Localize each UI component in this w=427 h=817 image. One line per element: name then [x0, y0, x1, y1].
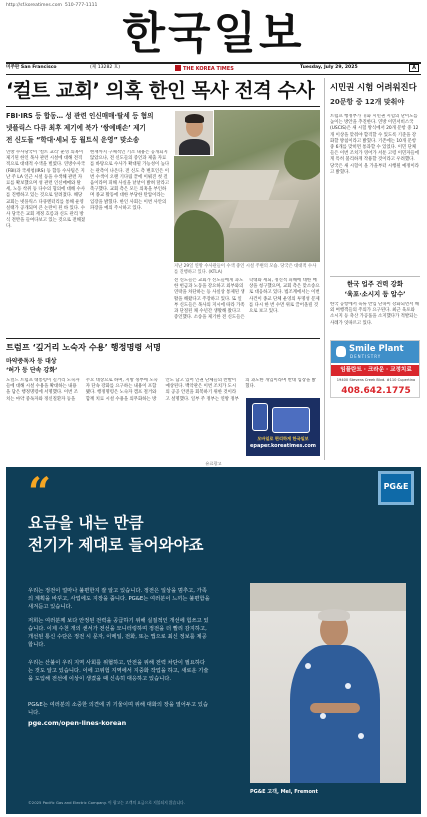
trump-story-sub2: ‘허가 등 단속 강화’ [6, 367, 58, 374]
pge-ad[interactable] [6, 467, 421, 814]
lead-subhead: FBI·IRS 등 합동… 성 관련 인신매매·탈세 등 혐의 넷플릭스 다큐 최후 제기에 북가 ‘쌍예배손’ 제기 전 신도들 “학대·세뇌 등 월트식 운영” 맞소송 [6, 112, 154, 144]
sidebar-story2-title[interactable]: 한국 업주 건력 강화 [346, 280, 404, 288]
sidebar-story1-body: 트럼프 행정부가 귀화 시민권 시험의 난이도를 높이는 방안을 추진한다. 연방 이민서비스국(USCIS)은 새 시험 방식에서 20개 문항 중 12개 이상을 맞춰야 합격할 수 있도록 기준을 강화할 방침이라고 밝혔다. 기존에는 10개 문항 중 6개를 맞히면 통과할 수 있었다. 이민 단체들은 이번 조치가 영어가 서툰 고령 이민자들에게 특히 불리하게 작용할 것이라고 우려했다. 당국은 새 시험이 올 가을부터 시행될 예정이라고 밝혔다. [330, 114, 419, 175]
quote-mark-icon: “ [28, 469, 52, 516]
masthead-title: 한국일보 [122, 8, 305, 59]
pge-photo-caption: PG&E 고객, Mel, Fremont [250, 789, 318, 795]
epaper-url[interactable]: epaper.koreatimes.com [249, 443, 316, 449]
site-url[interactable]: http://sf.koreatimes.com 510-777-1111 [6, 3, 98, 8]
lead-photo-caption: 지난 29일 연방 수사관들이 수색 중인 시설 주변의 모습. 당국은 대대적 수사를 진행하고 있다. (KTLA) [174, 264, 317, 275]
lead-body-left: 연방 수사당국이 '컬트 교리' 운영 의혹이 제기된 한인 목사 관련 시설에 대해 전격적으로 대대적 수색을 벌였다. 연방수사국(FBI)과 국세청(IRS) 등 합동 수사팀은 지난 주 LA 인근 시설 등을 수색해 관련 자료를 확보했으며 성 관련 인신매매와 탈세, 노동 착취 등 다수의 혐의에 대해 수사를 진행하고 있는 것으로 알려졌다. 해당 교회는 넷플릭스 다큐멘터리를 통해 운영 실태가 공개되며 큰 논란이 된 바 있다. 수사 당국은 교회 재정 흐름과 신도 관리 방식 전반을 들여다보고 있는 것으로 전해졌다. [6, 150, 86, 230]
tree-cluster [174, 210, 224, 262]
tooth-icon [336, 346, 346, 357]
pge-customer-photo [250, 583, 406, 783]
lead-headline[interactable]: ‘컬트 교회’ 의혹 한인 목사 전격 수사 [6, 79, 315, 102]
sidebar-story2-subtitle: ‘육포·소시지 등 압수’ [344, 290, 406, 298]
trump-story-body: 도널드 트럼프 대통령이 길거리 노숙자들에 대해 시설 수용을 확대하는 내용을 담은 행정명령에 서명했다. 이번 조치는 마약 중독자와 정신질환자 등을 주요 대상으로 하며, 지방 정부에 노숙자 단속 강화를 요구하는 내용이 포함됐다. 행정명령은 노숙자 캠프 철거와 함께 치료 시설 수용을 의무화하는 방안도 담고 있어 인권 단체들의 반발이 예상된다. 백악관은 이번 조치가 도시의 공공 안전을 회복하기 위한 것이라고 설명했다. 일부 주 정부는 연방 정부의 과도한 개입이라며 반대 입장을 밝혔다. [6, 378, 316, 402]
brand-label: THE KOREA TIMES [175, 65, 234, 72]
issue-number: (제 13282 호) [90, 65, 120, 70]
dental-phone[interactable]: 408.642.1775 [341, 386, 411, 396]
phone-icon [252, 403, 268, 431]
pge-para-2: 저희는 여러분께 보다 안정된 전력을 공급하기 위해 실질적인 개선에 힘쓰고 있습니다. 이제 수천 개의 센서가 전선을 모니터링하며 정전을 더 빨리 감지하고, 개선된 통신 수단은 정전 시 문자, 이메일, 전화, 또는 앱으로 최신 정보를 제공합니다. [28, 618, 209, 648]
lead-body-mid: 현재까지 구체적인 기소 내용은 공개되지 않았으나, 전 신도들의 증언과 제출 자료를 바탕으로 수사가 확대될 가능성이 높다는 관측이 나온다. 전 신도 측 변호인은 이번 수색이 오랜 기다림 끝에 이뤄진 첫 걸음이라며 피해 사실을 낱낱이 밝혀 달라고 촉구했다. 교회 측은 모든 의혹을 부인하며 종교 활동에 대한 부당한 탄압이라는 입장을 밝혔다. 한인 사회는 이번 사안의 파장을 예의 주시하고 있다. [90, 150, 170, 211]
pge-footer: ©2025 Pacific Gas and Electric Company. 이 광고는 고객의 요금으로 지불되지 않습니다. [28, 800, 185, 805]
dental-address: 19400 Stevens Creek Blvd. #110 Cupertino [336, 378, 416, 382]
dental-brand-name: Smile Plant [349, 344, 404, 354]
pastor-portrait [174, 110, 214, 156]
lead-body-under: 전 신도들은 교회가 신도들에게 과도한 헌금과 노동을 강요하고 외부와의 연락을 차단하는 등 사실상 통제된 생활을 해왔다고 주장하고 있다. 또 일부 신도들은 목사의 지시에 따라 가족과 단절된 채 수년간 생활해 왔다고 증언했다. 소송을 제기한 전 신도들은 학대와 세뇌, 정신적 피해에 대한 배상을 청구했으며, 교회 측은 맞소송으로 대응하고 있다. 법조계에서는 이번 사건이 종교 단체 운영의 투명성 문제를 다시 한 번 수면 위로 끌어올릴 것으로 보고 있다. [174, 278, 320, 321]
building-roof [199, 170, 280, 200]
dental-ad[interactable] [330, 340, 420, 398]
trump-story-sub1: 마약중독자 등 대상 [6, 358, 57, 365]
dental-services: 임플란트 · 크라운 · 교정치료 [331, 365, 420, 376]
sidebar-story1-title[interactable]: 시민권 시험 어려워진다 [330, 82, 417, 92]
brand-icon [175, 65, 181, 71]
section-badge: A [409, 64, 419, 72]
issue-date: Tuesday, July 29, 2025 [300, 65, 358, 70]
ad-marker: 유료광고 [205, 461, 222, 466]
dental-brand-subtitle: DENTISTRY [350, 354, 382, 359]
tree-cluster [284, 140, 320, 180]
pge-para-1: 우리는 정전이 얼마나 불편한지 잘 알고 있습니다. 정전은 일상을 멈추고, 가족의 계획을 바꾸고, 사업에도 지장을 줍니다. PG&E는 여러분이 느끼는 불편함을 새겨듣고 있습니다. [28, 588, 210, 610]
sidebar-story1-subtitle: 20문항 중 12개 맞춰야 [330, 98, 405, 106]
building-roof [229, 200, 299, 228]
epaper-promo[interactable] [246, 398, 320, 456]
phone-number: 510-777-1111 [64, 3, 98, 8]
tablet-icon [272, 407, 310, 433]
pge-para-4: PG&E는 여러분의 소중한 의견에 귀 기울이며 위해 대화의 장을 열어두고 있습니다. [28, 702, 209, 716]
edition-label: 미주판 San Francisco [6, 65, 57, 70]
pge-logo[interactable] [378, 471, 414, 505]
epaper-label: 모바일로 편리하게 한국일보 [257, 436, 309, 441]
pge-headline-line1: 요금을 내는 만큼 [28, 514, 144, 532]
pge-logo-text: PG&E [383, 482, 409, 491]
pge-para-3: 우리는 산불이 우리 지역 사회를 위협하고, 안전을 위해 전력 차단이 필요하다는 것도 알고 있습니다. 이에 고위험 지역에서 지중화 작업을 하고, 새로운 기술을 도입해 전선에 이상이 생겼을 때 신속히 대응하고 있습니다. [28, 660, 209, 682]
trump-story-headline[interactable]: 트럼프 ‘깊거리 노숙자 수용’ 행정명령 서명 [6, 342, 161, 352]
sidebar-story2-body: 한국 공항에서 육류 반입 단속이 강화되면서 해외 여행객들의 주의가 요구된다. 최근 육포와 소시지 등 축산 가공품을 소지했다가 적발되는 사례가 잇따르고 있다. [330, 302, 419, 326]
pge-headline-line2: 전기가 제대로 들어와야죠 [28, 536, 204, 554]
pge-url[interactable]: pge.com/open-lines-korean [28, 719, 127, 727]
